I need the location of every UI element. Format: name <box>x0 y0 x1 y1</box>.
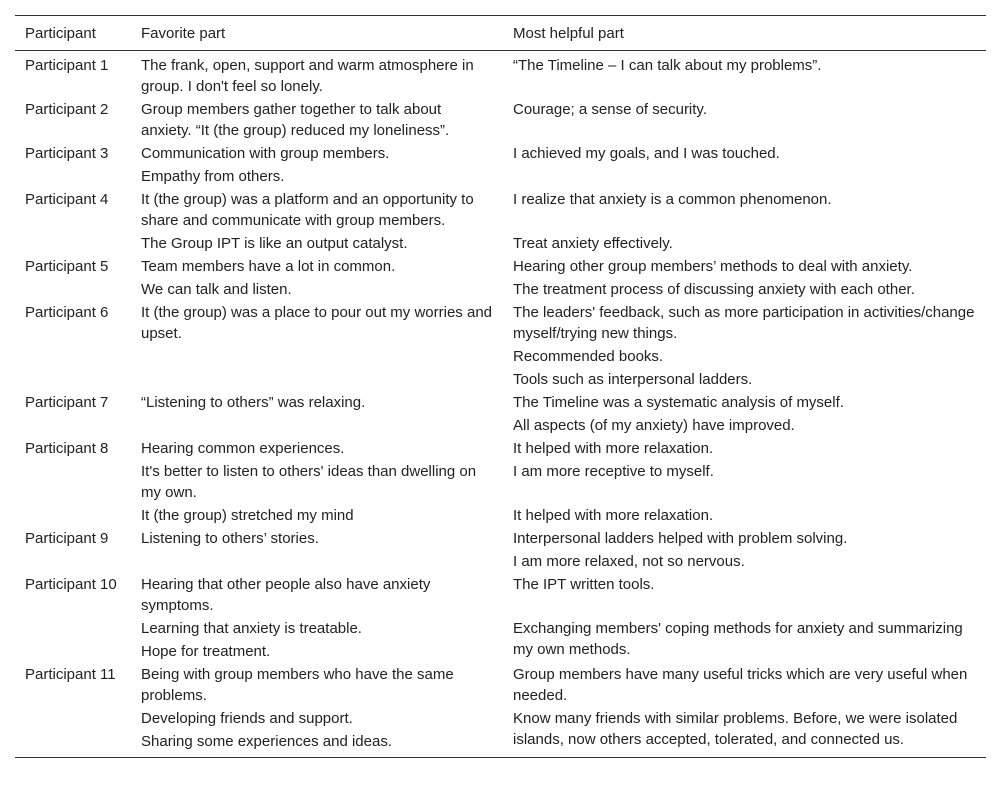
helpful-cell: It helped with more relaxation. <box>513 507 714 524</box>
header-favorite-part: Favorite part <box>131 16 503 51</box>
helpful-cell: The treatment process of discussing anxiety with each other. <box>513 281 915 298</box>
helpful-cell: Know many friends with similar problems. Before, we were isolated islands, now others accepted, tolerated, and connected us. <box>503 707 986 758</box>
helpful-cell: All aspects (of my anxiety) have improved. <box>513 417 795 434</box>
helpful-cell: I achieved my goals, and I was touched. <box>513 145 780 162</box>
participant-cell: Participant 9 <box>25 530 109 547</box>
helpful-cell: Interpersonal ladders helped with problem solving. <box>513 530 848 547</box>
helpful-cell: Courage; a sense of security. <box>513 101 707 118</box>
table-row <box>15 232 986 255</box>
helpful-cell: Tools such as interpersonal ladders. <box>513 371 753 388</box>
table-row <box>15 165 986 188</box>
header-most-helpful-part: Most helpful part <box>503 16 986 51</box>
favorite-cell: Being with group members who have the same problems. <box>141 666 454 704</box>
helpful-cell: I realize that anxiety is a common phenomenon. <box>513 191 832 208</box>
feedback-table <box>15 15 986 758</box>
table-row <box>15 527 986 550</box>
table-row <box>15 707 986 730</box>
participant-cell: Participant 4 <box>25 191 109 208</box>
favorite-cell: The Group IPT is like an output catalyst. <box>141 235 408 252</box>
table-header-row <box>15 16 986 51</box>
favorite-cell: It's better to listen to others' ideas than dwelling on my own. <box>141 463 477 501</box>
favorite-cell: Team members have a lot in common. <box>141 258 396 275</box>
table-row <box>15 51 986 99</box>
helpful-cell: Hearing other group members’ methods to deal with anxiety. <box>513 258 913 275</box>
favorite-cell: Hope for treatment. <box>141 643 271 660</box>
favorite-cell: Group members gather together to talk about anxiety. “It (the group) reduced my loneliness”. <box>141 101 450 139</box>
favorite-cell: Communication with group members. <box>141 145 390 162</box>
favorite-cell: Listening to others’ stories. <box>141 530 319 547</box>
participant-cell: Participant 10 <box>25 576 117 593</box>
helpful-cell: The Timeline was a systematic analysis of myself. <box>513 394 844 411</box>
helpful-cell: Treat anxiety effectively. <box>513 235 673 252</box>
favorite-cell: Empathy from others. <box>141 168 285 185</box>
table-row <box>15 504 986 527</box>
participant-cell: Participant 6 <box>25 304 109 321</box>
table-row <box>15 460 986 504</box>
participant-cell: Participant 3 <box>25 145 109 162</box>
favorite-cell: It (the group) was a platform and an opportunity to share and communicate with group members. <box>141 191 474 229</box>
favorite-cell: Sharing some experiences and ideas. <box>131 730 503 758</box>
helpful-cell: The leaders' feedback, such as more participation in activities/change myself/trying new things. <box>513 304 975 342</box>
helpful-cell <box>503 165 986 188</box>
favorite-cell: Developing friends and support. <box>141 710 353 727</box>
table-row <box>15 391 986 414</box>
favorite-cell: Learning that anxiety is treatable. <box>141 620 362 637</box>
table-row <box>15 98 986 142</box>
favorite-cell: Hearing that other people also have anxiety symptoms. <box>141 576 431 614</box>
participant-cell: Participant 2 <box>25 101 109 118</box>
table-row <box>15 301 986 345</box>
participant-cell: Participant 5 <box>25 258 109 275</box>
favorite-cell: We can talk and listen. <box>141 281 292 298</box>
table-row <box>15 142 986 165</box>
table-row <box>15 573 986 617</box>
table-row <box>15 663 986 707</box>
favorite-cell: Hearing common experiences. <box>141 440 345 457</box>
helpful-cell: Group members have many useful tricks which are very useful when needed. <box>513 666 968 704</box>
helpful-cell: I am more receptive to myself. <box>513 463 714 480</box>
participant-cell: Participant 1 <box>25 57 109 74</box>
helpful-cell: I am more relaxed, not so nervous. <box>513 553 745 570</box>
helpful-cell: The IPT written tools. <box>513 576 655 593</box>
favorite-cell: It (the group) was a place to pour out my worries and upset. <box>141 304 493 342</box>
participant-cell: Participant 8 <box>25 440 109 457</box>
helpful-cell: “The Timeline – I can talk about my problems”. <box>513 57 822 74</box>
header-participant: Participant <box>15 16 131 51</box>
helpful-cell: It helped with more relaxation. <box>513 440 714 457</box>
favorite-cell: The frank, open, support and warm atmosphere in group. I don't feel so lonely. <box>141 57 474 95</box>
table-row <box>15 255 986 278</box>
table-row <box>15 617 986 640</box>
favorite-cell: “Listening to others” was relaxing. <box>141 394 366 411</box>
table-row <box>15 278 986 301</box>
participant-cell: Participant 11 <box>15 663 131 758</box>
participant-cell: Participant 7 <box>25 394 109 411</box>
helpful-cell: Exchanging members' coping methods for anxiety and summarizing my own methods. <box>513 620 963 658</box>
favorite-cell: It (the group) stretched my mind <box>141 507 354 524</box>
table-row <box>15 188 986 232</box>
helpful-cell: Recommended books. <box>513 348 664 365</box>
table-row <box>15 437 986 460</box>
